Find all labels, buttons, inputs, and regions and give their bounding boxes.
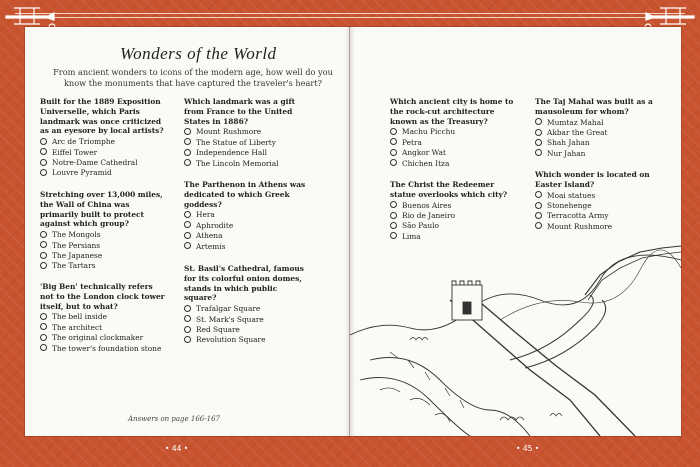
answer-option-label: The tower's foundation stone: [52, 343, 162, 353]
radio-circle-icon: [184, 305, 191, 312]
answer-option-label: Chichen Itza: [402, 158, 450, 168]
answer-option-label: Lima: [402, 231, 421, 241]
radio-circle-icon: [184, 159, 191, 166]
top-frame: [15, 8, 685, 24]
answer-option-label: The Statue of Liberty: [196, 137, 276, 147]
answer-option-label: Petra: [402, 137, 422, 147]
radio-circle-icon: [184, 336, 191, 343]
radio-circle-icon: [40, 159, 47, 166]
answer-option-label: The Japanese: [52, 251, 103, 260]
answer-option-label: Artemis: [196, 241, 226, 251]
radio-circle-icon: [535, 222, 542, 229]
radio-circle-icon: [40, 262, 47, 269]
answer-option-label: Athena: [196, 231, 223, 241]
answer-option: [535, 128, 663, 138]
answer-option-label: Rio de Janeiro: [402, 211, 456, 220]
question-text: St. Basil's Cathedral, famous for its colorful onion domes, stands in which public square?: [184, 264, 304, 303]
answer-option-label: The Tartars: [52, 261, 96, 271]
question-text: The Christ the Redeemer statue overlooks which city?: [390, 180, 508, 199]
answer-option-label: Machu Picchu: [402, 127, 456, 137]
radio-circle-icon: [40, 148, 47, 155]
question-block: [40, 97, 168, 179]
radio-circle-icon: [184, 221, 191, 228]
answer-option-label: Mount Rushmore: [196, 127, 262, 137]
answer-option-label: Angkor Wat: [402, 148, 446, 158]
radio-circle-icon: [184, 149, 191, 156]
radio-circle-icon: [535, 202, 542, 209]
radio-circle-icon: [40, 252, 47, 259]
answer-option: [390, 221, 510, 231]
radio-circle-icon: [390, 232, 397, 239]
answer-option-label: Mumtaz Mahal: [547, 117, 604, 127]
answer-option: [40, 261, 168, 271]
radio-circle-icon: [184, 211, 191, 218]
page-number: 44: [171, 444, 182, 453]
answer-option-label: Shah Jahan: [547, 138, 590, 148]
question-block: [184, 180, 312, 252]
answer-option: [184, 210, 312, 220]
answer-option-label: Notre-Dame Cathedral: [52, 158, 138, 167]
answer-option: [184, 304, 312, 314]
radio-circle-icon: [390, 138, 397, 145]
radio-circle-icon: [535, 149, 542, 156]
question-block: [535, 170, 663, 232]
radio-circle-icon: [535, 139, 542, 146]
question-text: 'Big Ben' technically refers not to the London clock tower itself, but to what?: [40, 282, 165, 311]
answer-option: [184, 231, 312, 241]
radio-circle-icon: [40, 323, 47, 330]
question-text: Which ancient city is home to the rock-cut architecture known as the Treasury?: [390, 97, 514, 126]
answer-option-label: Louvre Pyramid: [52, 168, 112, 178]
radio-circle-icon: [390, 128, 397, 135]
answer-option-label: Moai statues: [547, 190, 596, 200]
question-text: Which landmark was a gift from France to the United States in 1886?: [184, 97, 296, 126]
answer-option-label: São Paulo: [402, 221, 439, 231]
answer-option-label: The Lincoln Memorial: [196, 158, 279, 168]
answer-option-label: The Mongols: [52, 230, 101, 240]
answer-option-label: Hera: [196, 210, 215, 220]
answer-option-label: Terracotta Army: [547, 211, 609, 221]
answer-option: [184, 335, 312, 345]
radio-circle-icon: [535, 191, 542, 198]
answer-option: [184, 159, 312, 169]
answers-note: Answers on page 166-167: [128, 415, 220, 423]
answer-option: [184, 138, 312, 148]
answer-option: [390, 159, 518, 169]
page-title: Wonders of the World: [120, 44, 277, 63]
answer-option: [184, 315, 312, 325]
answer-option: [535, 222, 663, 232]
answer-option: [535, 191, 663, 201]
answer-option: [390, 201, 510, 211]
answer-option-label: Revolution Square: [196, 335, 266, 345]
question-block: [184, 264, 312, 346]
intro-text: From ancient wonders to icons of the modern age, how well do you know the monuments that have captured the traveler's heart?: [53, 67, 333, 88]
page-number: 45: [522, 444, 533, 453]
radio-circle-icon: [40, 313, 47, 320]
answer-option: [40, 137, 168, 147]
answer-option: [535, 201, 663, 211]
answer-option: [40, 148, 168, 158]
answer-option: [184, 127, 312, 137]
answer-option: [40, 158, 168, 168]
folio-left: • 44 •: [165, 444, 189, 453]
question-text: Which wonder is located on Easter Island?: [535, 170, 650, 189]
answer-option: [390, 138, 518, 148]
radio-circle-icon: [535, 212, 542, 219]
answer-option-label: The original clockmaker: [52, 333, 144, 343]
answer-option-label: Aphrodite: [196, 220, 234, 230]
answer-option-label: Red Square: [196, 325, 240, 334]
radio-circle-icon: [390, 222, 397, 229]
question-text: Built for the 1889 Exposition Universelle, which Paris landmark was once criticized as an eyesore by local artists?: [40, 97, 164, 136]
answer-option-label: Nur Jahan: [547, 148, 586, 158]
radio-circle-icon: [390, 201, 397, 208]
radio-circle-icon: [40, 241, 47, 248]
answer-option: [40, 168, 168, 178]
answer-option: [535, 211, 663, 221]
answer-option-label: Stonehenge: [547, 201, 592, 210]
answer-option: [40, 230, 168, 240]
question-block: [40, 190, 168, 272]
answer-option-label: St. Mark's Square: [196, 314, 264, 324]
answer-option: [390, 148, 518, 158]
answer-option: [40, 323, 168, 333]
answer-option: [184, 148, 312, 158]
radio-circle-icon: [184, 315, 191, 322]
answer-option: [40, 333, 168, 343]
radio-circle-icon: [184, 232, 191, 239]
radio-circle-icon: [184, 138, 191, 145]
radio-circle-icon: [40, 138, 47, 145]
radio-circle-icon: [40, 344, 47, 351]
radio-circle-icon: [184, 128, 191, 135]
answer-option: [184, 325, 312, 335]
answer-option-label: The Persians: [52, 240, 101, 250]
radio-circle-icon: [184, 242, 191, 249]
question-text: The Taj Mahal was built as a mausoleum for whom?: [535, 97, 653, 116]
radio-circle-icon: [40, 169, 47, 176]
radio-circle-icon: [535, 129, 542, 136]
answer-option: [535, 138, 663, 148]
answer-option: [184, 221, 312, 231]
answer-option: [40, 312, 168, 322]
question-block: [535, 97, 663, 159]
radio-circle-icon: [40, 231, 47, 238]
radio-circle-icon: [390, 149, 397, 156]
radio-circle-icon: [184, 326, 191, 333]
answer-option-label: Trafalgar Square: [196, 304, 261, 314]
answer-option-label: Independence Hall: [196, 148, 267, 158]
radio-circle-icon: [535, 118, 542, 125]
answer-option-label: Buenos Aires: [402, 200, 452, 210]
answer-option: [535, 118, 663, 128]
question-block: [40, 282, 168, 354]
answer-option-label: The bell inside: [52, 312, 107, 322]
question-block: [184, 97, 312, 169]
answer-option: [184, 242, 312, 252]
great-wall-illustration: [350, 240, 681, 436]
answer-option-label: Mount Rushmore: [547, 221, 613, 231]
answer-option: [390, 127, 518, 137]
question-text: The Parthenon in Athens was dedicated to which Greek goddess?: [184, 180, 306, 209]
question-block: [390, 180, 510, 242]
answer-option: [40, 344, 168, 354]
folio-right: • 45 •: [516, 444, 540, 453]
radio-circle-icon: [390, 159, 397, 166]
answer-option-label: Eiffel Tower: [52, 147, 98, 157]
answer-option-label: Akbar the Great: [547, 128, 608, 137]
radio-circle-icon: [40, 334, 47, 341]
answer-option-label: The architect: [52, 322, 103, 332]
answer-option: [40, 251, 168, 261]
radio-circle-icon: [390, 212, 397, 219]
answer-option-label: Arc de Triomphe: [52, 137, 115, 147]
answer-option: [390, 211, 510, 221]
answer-option: [535, 149, 663, 159]
question-block: [390, 97, 518, 169]
answer-option: [40, 241, 168, 251]
question-text: Stretching over 13,000 miles, the Wall of China was primarily built to protect against which group?: [40, 190, 163, 229]
